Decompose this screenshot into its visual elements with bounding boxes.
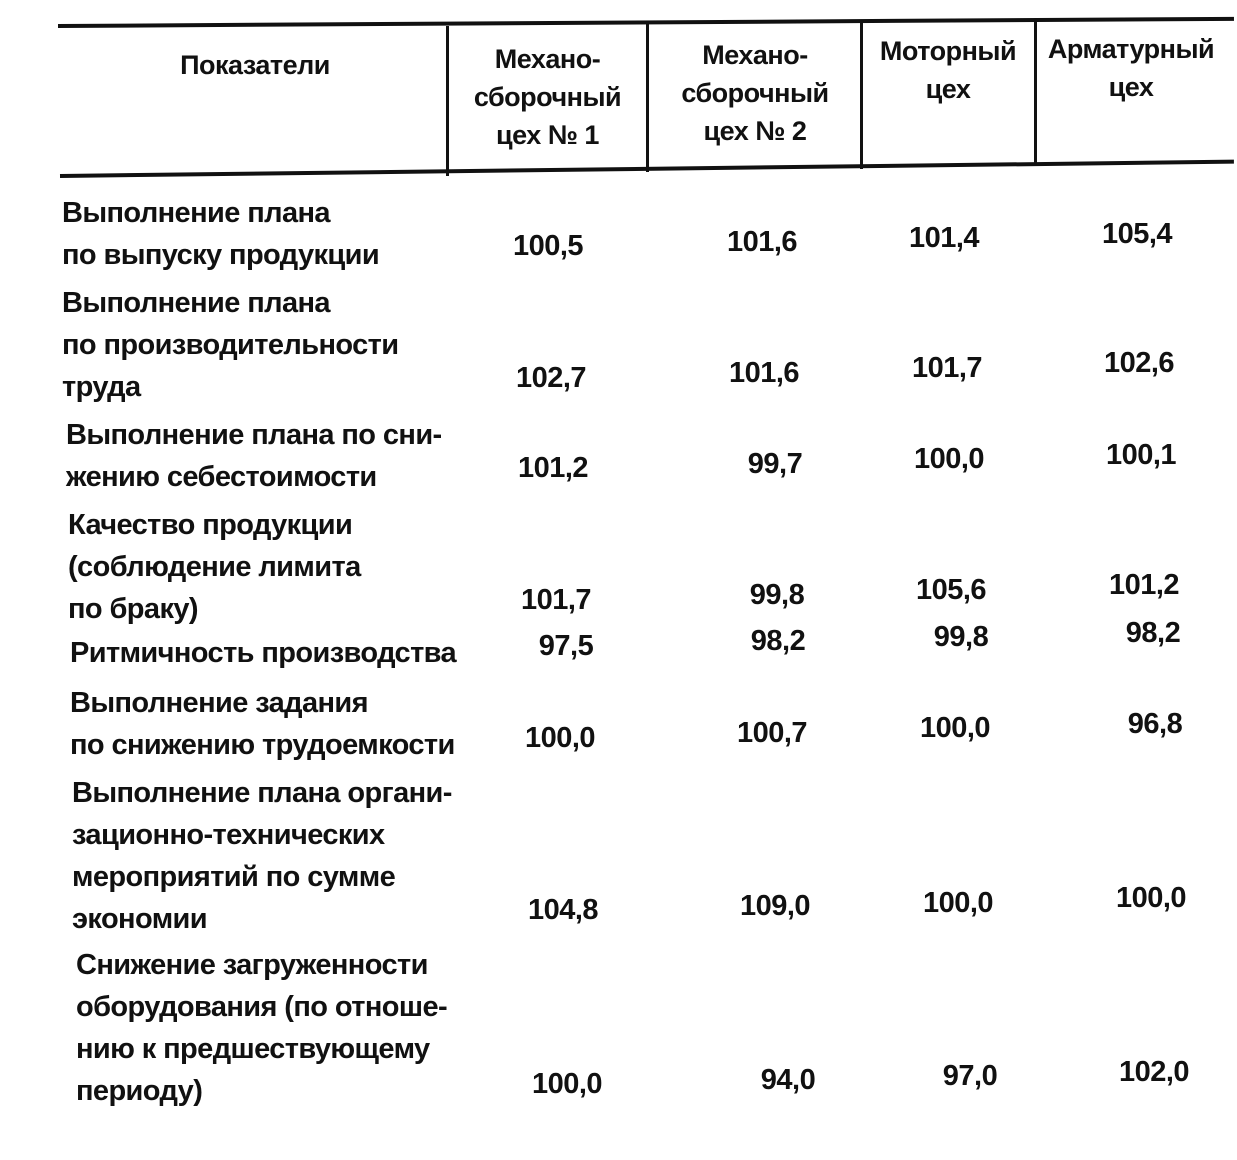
table-cell: 102,6 xyxy=(1103,347,1175,379)
header-indicators: Показатели xyxy=(180,50,330,80)
row-label: Снижение загруженности оборудования (по отноше- нию к предшествующему периоду) xyxy=(76,949,448,1107)
table-cell: 100,1 xyxy=(1105,439,1177,471)
header-fittings-shop: Арматурный цех xyxy=(1047,34,1215,102)
table-cell: 100,0 xyxy=(1115,882,1187,914)
row-label: Выполнение плана органи- зационно-технических мероприятий по сумме экономии xyxy=(72,777,452,935)
row-label: Качество продукции (соблюдение лимита по браку) xyxy=(68,509,361,625)
table-cell: 101,6 xyxy=(728,357,800,389)
table-cell: 100,0 xyxy=(531,1068,603,1100)
table-cell: 96,8 xyxy=(1127,708,1183,740)
table-cell: 99,8 xyxy=(933,621,989,653)
table-cell: 94,0 xyxy=(760,1064,816,1096)
table-cell: 100,0 xyxy=(922,887,994,919)
table-cell: 100,0 xyxy=(919,712,991,744)
table-cell: 98,2 xyxy=(750,625,806,657)
header-motor-shop: Моторный цех xyxy=(879,36,1017,104)
header-assembly-shop-2: Механо- сборочный цех № 2 xyxy=(681,40,829,146)
header-assembly-shop-1: Механо- сборочный цех № 1 xyxy=(473,44,622,150)
table-cell: 99,7 xyxy=(747,448,803,480)
table-cell: 104,8 xyxy=(527,894,599,926)
table-cell: 109,0 xyxy=(739,890,811,922)
table-cell: 97,0 xyxy=(942,1060,998,1092)
table-cell: 105,4 xyxy=(1101,218,1173,250)
table-cell: 100,7 xyxy=(736,717,808,749)
table-cell: 101,7 xyxy=(520,584,592,616)
table-cell: 102,7 xyxy=(515,362,587,394)
row-label: Выполнение плана по выпуску продукции xyxy=(62,197,380,271)
row-label: Выполнение плана по производительности труда xyxy=(62,287,399,403)
table-cell: 99,8 xyxy=(749,579,805,611)
table-cell: 97,5 xyxy=(538,630,594,662)
row-label: Выполнение плана по сни- жению себестоимости xyxy=(66,419,442,493)
table-cell: 98,2 xyxy=(1125,617,1181,649)
table-cell: 101,6 xyxy=(726,226,798,258)
table-cell: 101,7 xyxy=(911,352,983,384)
table-cell: 102,0 xyxy=(1118,1056,1190,1088)
column-divider-2 xyxy=(646,24,649,172)
table-cell: 101,2 xyxy=(517,452,589,484)
row-label: Ритмичность производства xyxy=(70,637,457,669)
table-cell: 100,5 xyxy=(512,230,584,262)
table-cell: 101,2 xyxy=(1108,569,1180,601)
table-cell: 105,6 xyxy=(915,574,987,606)
table-cell: 101,4 xyxy=(908,222,980,254)
table-cell: 100,0 xyxy=(913,443,985,475)
table-cell: 100,0 xyxy=(524,722,596,754)
column-divider-1 xyxy=(446,26,449,176)
row-label: Выполнение задания по снижению трудоемкости xyxy=(70,687,455,761)
